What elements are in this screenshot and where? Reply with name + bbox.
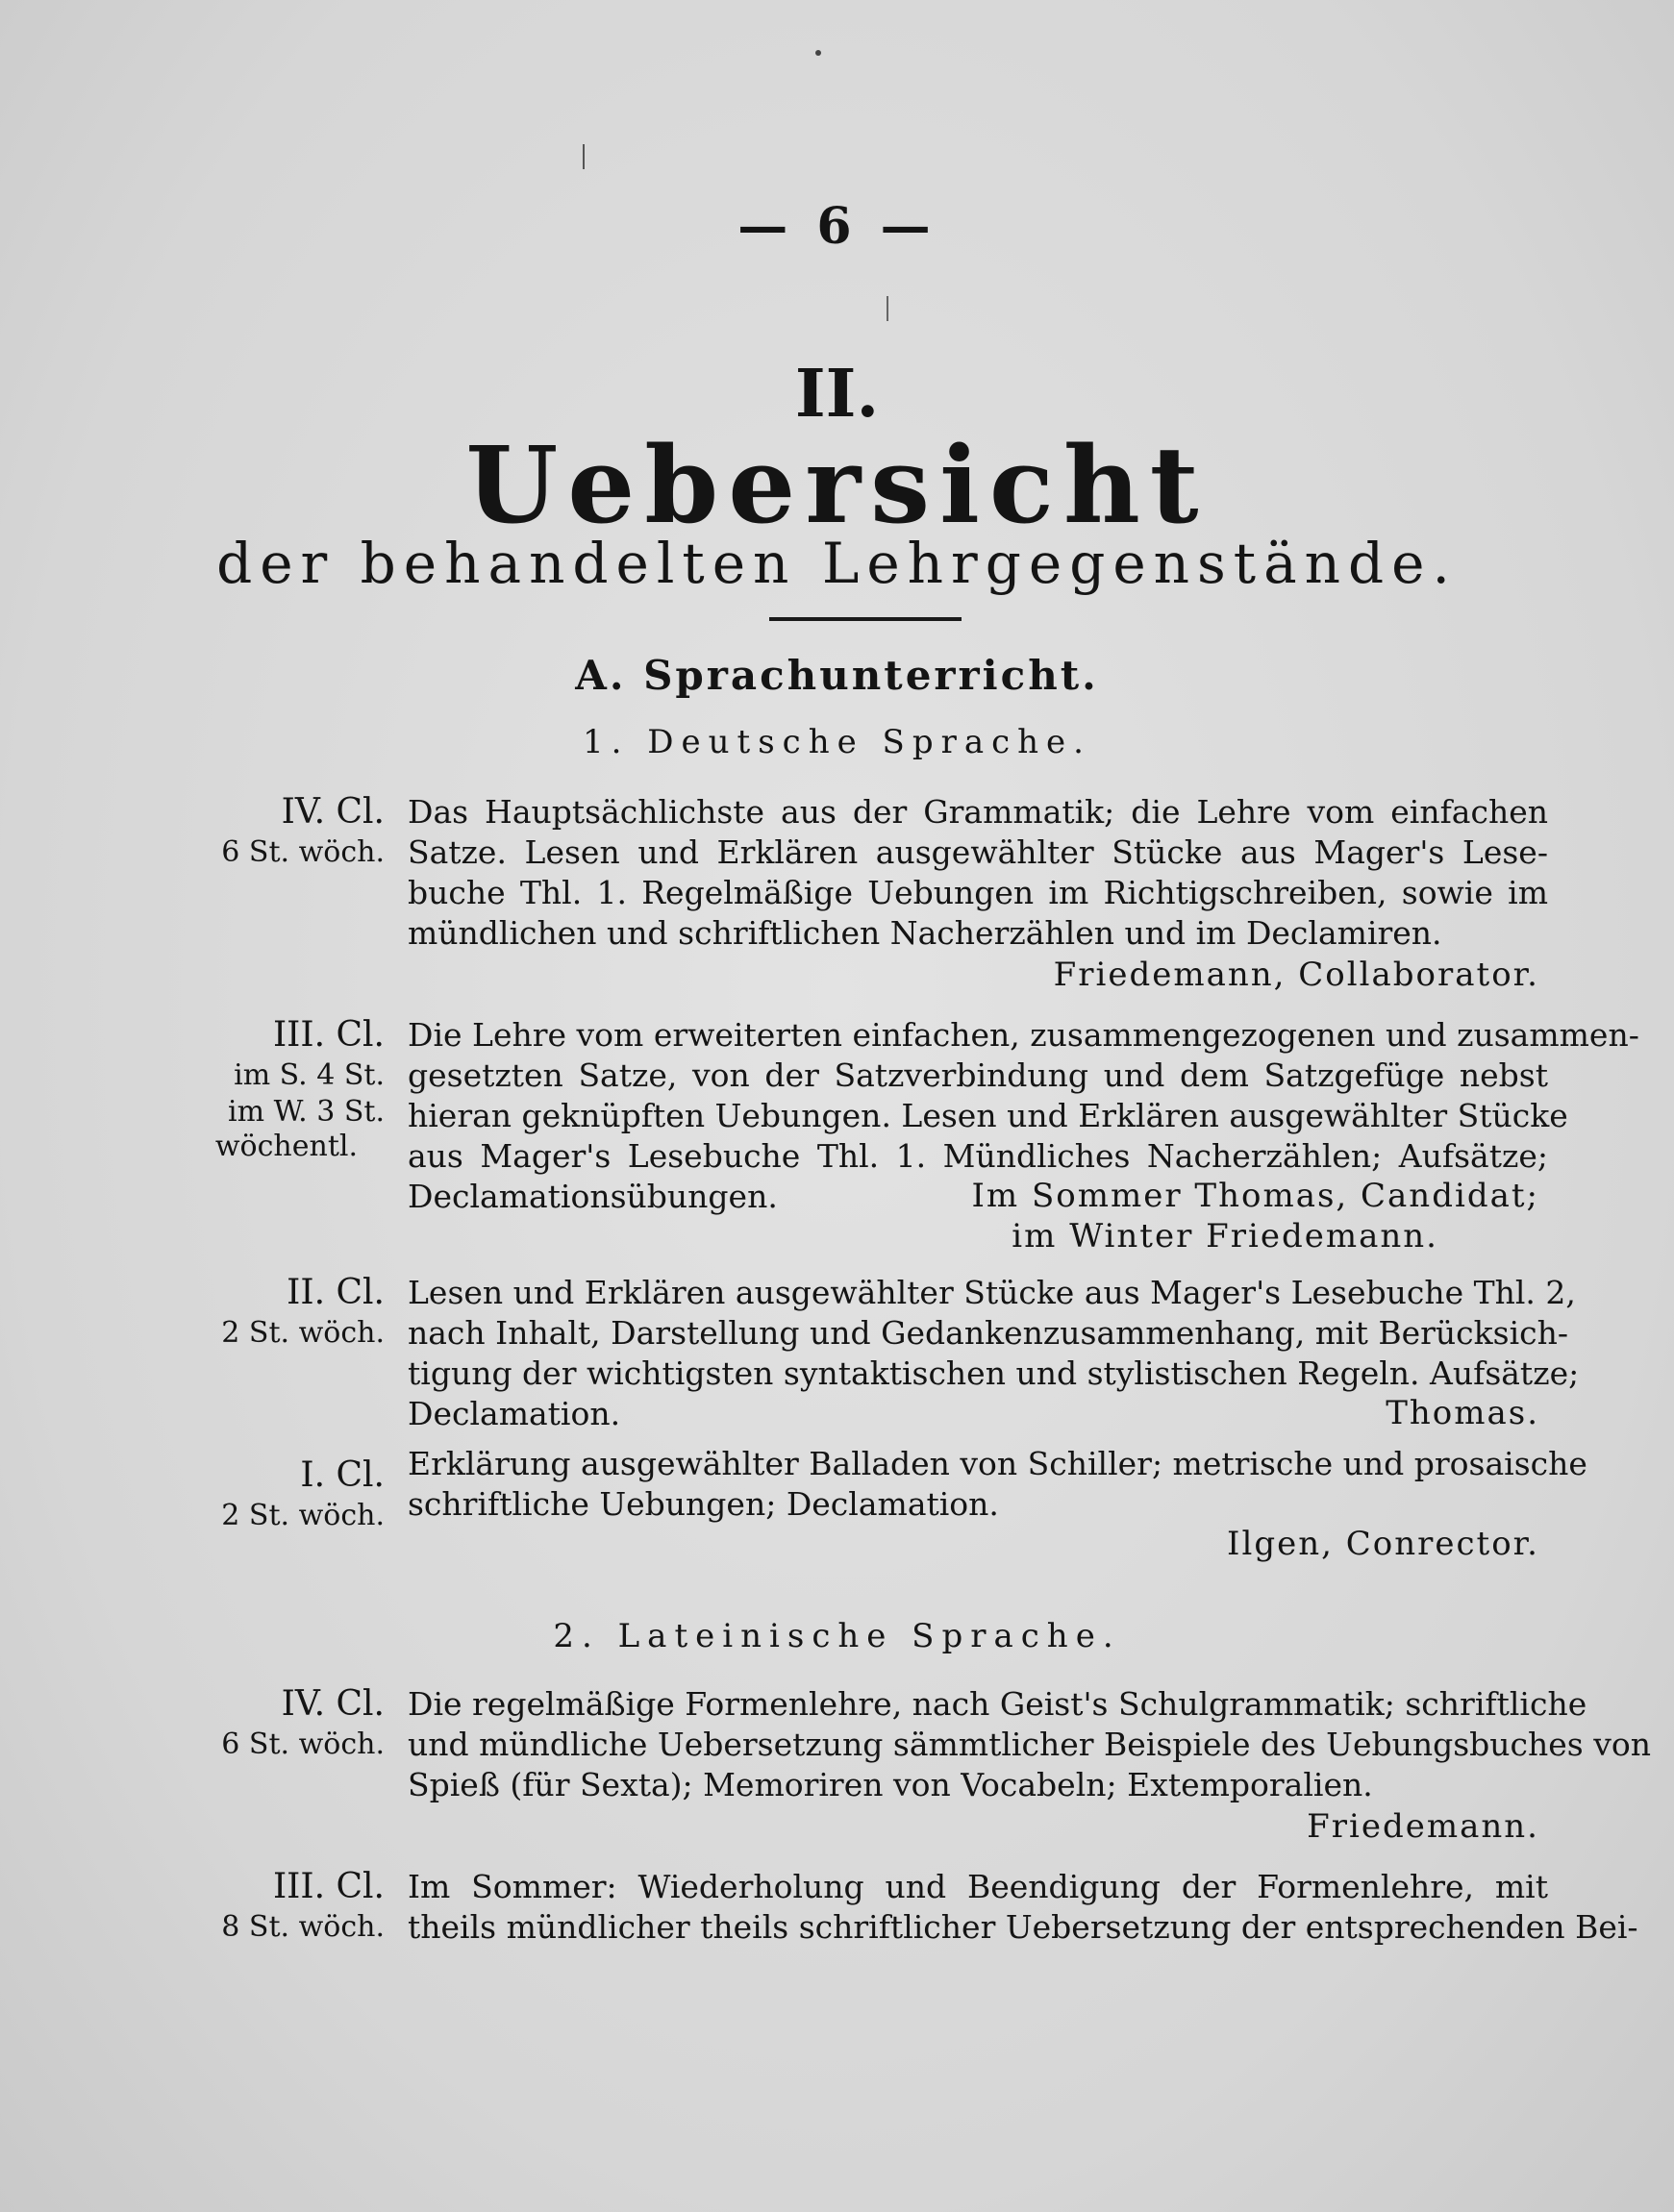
class-label: IV. Cl. — [281, 1684, 385, 1724]
text-line: tigung der wichtigsten syntaktischen und stylistischen Regeln. Aufsätze; — [408, 1355, 1580, 1392]
teacher-name: Friedemann, Collaborator. — [1053, 956, 1539, 994]
chapter-number: II. — [794, 356, 880, 433]
hours-label: 8 St. wöch. — [221, 1910, 385, 1944]
text-line: gesetzten Satze, von der Satzverbindung und dem Satzgefüge nebst — [408, 1056, 1548, 1094]
text-line: mündlichen und schriftlichen Nacherzählen und im Declamiren. — [408, 914, 1442, 952]
paper-mark — [583, 144, 585, 169]
text-line: nach Inhalt, Darstellung und Gedankenzusammenhang, mit Berücksich- — [408, 1314, 1569, 1352]
subsection-heading-latein: 2. Lateinische Sprache. — [553, 1617, 1121, 1655]
text-line: Die regelmäßige Formenlehre, nach Geist's Schulgrammatik; schriftliche — [408, 1685, 1587, 1723]
hours-label: im S. 4 St. — [234, 1058, 385, 1092]
text-line: Spieß (für Sexta); Memoriren von Vocabeln; Extemporalien. — [408, 1766, 1373, 1803]
title-rule — [769, 617, 962, 621]
page-subtitle: der behandelten Lehrgegenstände. — [216, 531, 1458, 596]
text-line: buche Thl. 1. Regelmäßige Uebungen im Richtigschreiben, sowie im — [408, 874, 1548, 911]
ink-speck — [815, 50, 821, 56]
hours-label: 6 St. wöch. — [221, 835, 385, 869]
text-line: und mündliche Uebersetzung sämmtlicher Beispiele des Uebungsbuches von — [408, 1726, 1651, 1763]
class-label: I. Cl. — [300, 1455, 385, 1495]
page-title: Uebersicht — [465, 423, 1209, 547]
class-label: III. Cl. — [272, 1867, 385, 1906]
class-label: II. Cl. — [287, 1273, 385, 1312]
hours-label: 2 St. wöch. — [221, 1316, 385, 1350]
class-label: IV. Cl. — [281, 792, 385, 832]
hours-label: wöchentl. — [214, 1130, 358, 1163]
text-line: schriftliche Uebungen; Declamation. — [408, 1485, 999, 1523]
teacher-name: Friedemann. — [1307, 1807, 1539, 1846]
text-line: Declamationsübungen. — [408, 1178, 778, 1215]
class-label: III. Cl. — [272, 1015, 385, 1055]
section-heading: A. Sprachunterricht. — [575, 652, 1099, 699]
text-line: Satze. Lesen und Erklären ausgewählter Stücke aus Mager's Lese- — [408, 833, 1548, 871]
text-line: Lesen und Erklären ausgewählter Stücke aus Mager's Lesebuche Thl. 2, — [408, 1274, 1576, 1311]
text-line: Erklärung ausgewählter Balladen von Schiller; metrische und prosaische — [408, 1445, 1587, 1482]
paper-mark — [887, 296, 888, 321]
text-line: theils mündlicher theils schriftlicher Uebersetzung der entsprechenden Bei- — [408, 1908, 1638, 1946]
page-number: — 6 — — [737, 197, 937, 256]
teacher-name: Ilgen, Conrector. — [1227, 1525, 1539, 1563]
text-line: aus Mager's Lesebuche Thl. 1. Mündliches Nacherzählen; Aufsätze; — [408, 1137, 1548, 1175]
text-line: hieran geknüpften Uebungen. Lesen und Erklären ausgewählter Stücke — [408, 1097, 1568, 1134]
hours-label: 6 St. wöch. — [221, 1727, 385, 1761]
teacher-name: im Winter Friedemann. — [1012, 1217, 1438, 1255]
text-line: Im Sommer: Wiederholung und Beendigung der Formenlehre, mit — [408, 1868, 1548, 1905]
text-line: Declamation. — [408, 1395, 621, 1432]
hours-label: im W. 3 St. — [227, 1095, 385, 1129]
subsection-heading-deutsch: 1. Deutsche Sprache. — [583, 723, 1091, 761]
teacher-name: Thomas. — [1386, 1394, 1539, 1432]
teacher-name: Im Sommer Thomas, Candidat; — [971, 1177, 1539, 1215]
text-line: Die Lehre vom erweiterten einfachen, zusammengezogenen und zusammen- — [408, 1016, 1639, 1054]
hours-label: 2 St. wöch. — [221, 1499, 385, 1532]
text-line: Das Hauptsächlichste aus der Grammatik; die Lehre vom einfachen — [408, 793, 1548, 831]
